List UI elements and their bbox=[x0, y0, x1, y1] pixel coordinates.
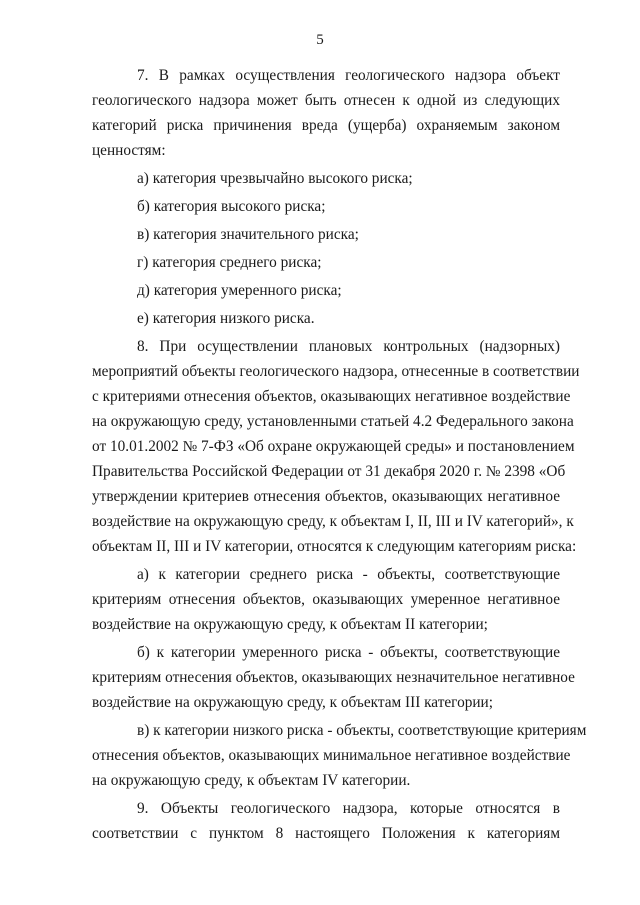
text-line: критериям отнесения объектов, оказывающих незначительное негативное bbox=[92, 669, 575, 686]
text-line: а) к категории среднего риска - объекты, соответствующие bbox=[137, 566, 560, 583]
text-line: от 10.01.2002 № 7-ФЗ «Об охране окружающей среды» и постановлением bbox=[92, 438, 575, 455]
text-line: мероприятий объекты геологического надзора, отнесенные в соответствии bbox=[92, 363, 580, 380]
text-line: в) к категории низкого риска - объекты, соответствующие критериям bbox=[137, 722, 587, 739]
text-line: е) категория низкого риска. bbox=[137, 310, 315, 327]
text-line: 9. Объекты геологического надзора, которые относятся в bbox=[137, 800, 560, 817]
text-line: Правительства Российской Федерации от 31 декабря 2020 г. № 2398 «Об bbox=[92, 463, 566, 480]
text-line: воздействие на окружающую среду, к объектам I, II, III и IV категорий», к bbox=[92, 513, 574, 530]
text-line: 7. В рамках осуществления геологического надзора объект bbox=[137, 67, 560, 84]
text-line: на окружающую среду, установленными статьей 4.2 Федерального закона bbox=[92, 413, 574, 430]
text-line: геологического надзора может быть отнесен к одной из следующих bbox=[92, 92, 560, 109]
text-line: объектам II, III и IV категории, относятся к следующим категориям риска: bbox=[92, 538, 577, 555]
text-line: на окружающую среду, к объектам IV категории. bbox=[92, 772, 411, 789]
text-line: б) к категории умеренного риска - объекты, соответствующие bbox=[137, 644, 560, 661]
text-line: критериям отнесения объектов, оказывающих умеренное негативное bbox=[92, 591, 560, 608]
text-line: д) категория умеренного риска; bbox=[137, 282, 342, 299]
text-line: воздействие на окружающую среду, к объектам II категории; bbox=[92, 616, 488, 633]
text-line: категорий риска причинения вреда (ущерба) охраняемым законом bbox=[92, 117, 560, 134]
text-line: воздействие на окружающую среду, к объектам III категории; bbox=[92, 694, 493, 711]
text-line: отнесения объектов, оказывающих минимальное негативное воздействие bbox=[92, 747, 571, 764]
text-line: в) категория значительного риска; bbox=[137, 226, 359, 243]
text-line: а) категория чрезвычайно высокого риска; bbox=[137, 170, 413, 187]
text-line: б) категория высокого риска; bbox=[137, 198, 326, 215]
document-body bbox=[92, 63, 587, 846]
text-line: утверждении критериев отнесения объектов, оказывающих негативное bbox=[92, 488, 560, 505]
text-line: 8. При осуществлении плановых контрольных (надзорных) bbox=[137, 338, 560, 355]
text-line: г) категория среднего риска; bbox=[137, 254, 322, 271]
text-line: соответствии с пунктом 8 настоящего Положения к категориям bbox=[92, 825, 560, 842]
text-line: ценностям: bbox=[92, 142, 166, 159]
text-line: с критериями отнесения объектов, оказывающих негативное воздействие bbox=[92, 388, 571, 405]
page-number: 5 bbox=[316, 32, 324, 48]
